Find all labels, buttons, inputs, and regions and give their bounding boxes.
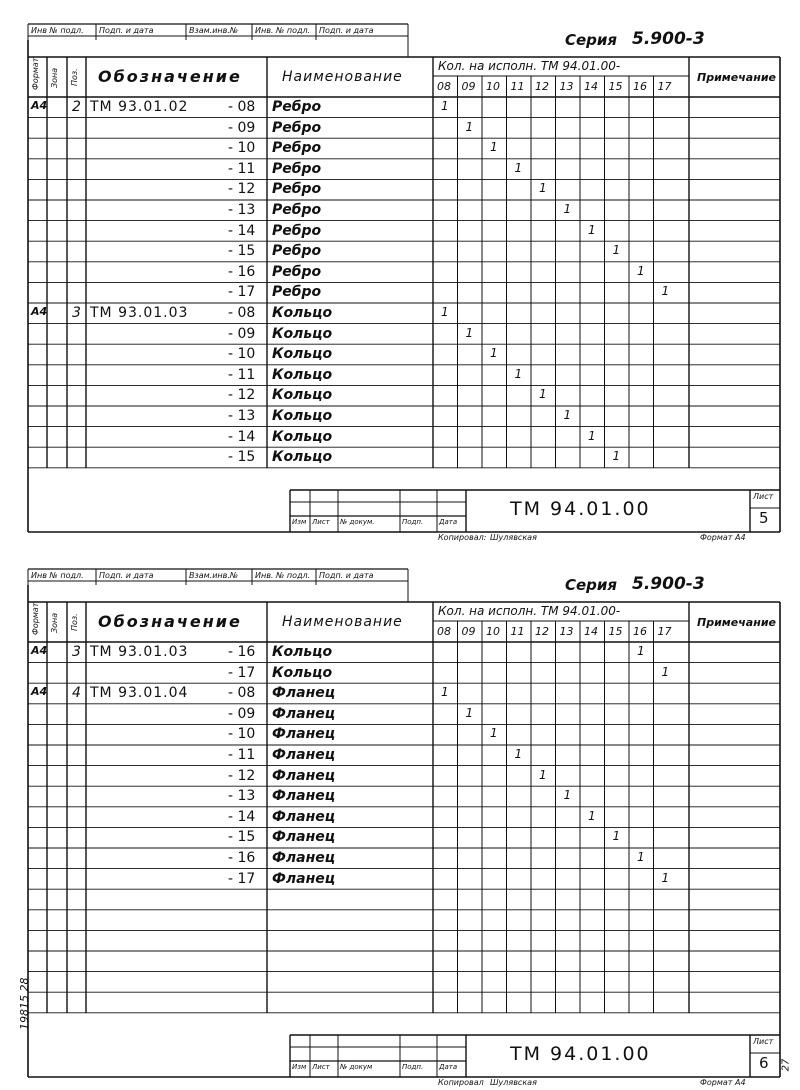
row-pos: 4 bbox=[72, 685, 81, 702]
series-value: 5.900-3 bbox=[632, 574, 705, 594]
row-suffix: - 09 bbox=[228, 325, 256, 342]
row-suffix: - 08 bbox=[228, 305, 256, 321]
row-suffix: - 13 bbox=[228, 788, 256, 805]
row-name: Фланец bbox=[272, 808, 336, 825]
sheet-page-6 bbox=[0, 545, 800, 1090]
row-qty: 1 bbox=[563, 788, 572, 803]
variant-header: 09 bbox=[461, 625, 476, 638]
row-qty: 1 bbox=[661, 870, 670, 885]
doc-code: ТМ 94.01.00 bbox=[510, 1043, 651, 1065]
sheet-label: Лист bbox=[753, 492, 774, 501]
row-qty: 1 bbox=[563, 202, 572, 216]
variant-header: 16 bbox=[633, 80, 647, 93]
row-qty: 1 bbox=[490, 726, 498, 741]
row-suffix: - 13 bbox=[228, 202, 256, 218]
row-suffix: - 14 bbox=[228, 428, 256, 445]
row-name: Фланец bbox=[272, 747, 336, 763]
format-label: Формат А4 bbox=[700, 533, 746, 542]
row-suffix: - 10 bbox=[228, 140, 256, 157]
row-qty: 1 bbox=[637, 263, 645, 278]
titleblock-col-label: Подп. bbox=[402, 518, 424, 526]
row-name: Кольцо bbox=[272, 346, 333, 363]
titleblock-col-label: № докум. bbox=[340, 518, 375, 526]
row-designation: ТМ 93.01.03 bbox=[90, 305, 189, 321]
row-name: Кольцо bbox=[272, 325, 333, 342]
row-suffix: - 09 bbox=[228, 705, 256, 722]
variant-header: 17 bbox=[657, 80, 672, 93]
col-designation-label: Обозначение bbox=[98, 612, 242, 631]
titleblock-col-label: № докум bbox=[340, 1063, 373, 1071]
row-suffix: - 12 bbox=[228, 767, 256, 784]
row-name: Кольцо bbox=[272, 449, 333, 466]
variant-header: 14 bbox=[584, 80, 598, 93]
variant-header: 17 bbox=[657, 625, 672, 638]
row-name: Кольцо bbox=[272, 664, 333, 681]
variant-header: 13 bbox=[559, 625, 574, 638]
row-designation: ТМ 93.01.04 bbox=[90, 685, 189, 702]
col-zone-label: Зона bbox=[50, 67, 59, 88]
row-suffix: - 17 bbox=[228, 664, 256, 681]
row-pos: 2 bbox=[72, 99, 81, 115]
row-name: Кольцо bbox=[272, 408, 333, 424]
variant-header: 14 bbox=[584, 625, 598, 638]
row-name: Ребро bbox=[272, 263, 322, 280]
sheet-number: 6 bbox=[759, 1054, 769, 1072]
row-name: Кольцо bbox=[272, 387, 333, 404]
variant-header: 16 bbox=[633, 625, 647, 638]
stamp-col-label: Взам.инв.№ bbox=[189, 26, 239, 35]
row-designation: ТМ 93.01.02 bbox=[90, 99, 189, 115]
row-format: А4 bbox=[31, 644, 48, 657]
row-name: Ребро bbox=[272, 202, 322, 218]
row-suffix: - 09 bbox=[228, 119, 256, 136]
stamp-col-label: Подп. и дата bbox=[99, 26, 154, 35]
row-qty: 1 bbox=[563, 408, 572, 422]
stamp-col-label: Инв № подл. bbox=[31, 571, 84, 580]
row-name: Кольцо bbox=[272, 428, 333, 445]
col-designation-label: Обозначение bbox=[98, 67, 242, 86]
row-name: Кольцо bbox=[272, 644, 333, 660]
row-qty: 1 bbox=[441, 305, 449, 319]
row-name: Фланец bbox=[272, 829, 336, 846]
row-qty: 1 bbox=[612, 829, 621, 844]
margin-note-right: 27 bbox=[780, 1058, 792, 1072]
row-qty: 1 bbox=[588, 428, 596, 443]
row-suffix: - 08 bbox=[228, 99, 256, 115]
variant-header: 08 bbox=[437, 80, 451, 93]
stamp-col-label: Подп. и дата bbox=[99, 571, 154, 580]
row-suffix: - 11 bbox=[228, 366, 256, 383]
doc-code: ТМ 94.01.00 bbox=[510, 498, 651, 520]
variant-header: 15 bbox=[608, 625, 623, 638]
row-suffix: - 13 bbox=[228, 408, 256, 424]
titleblock-col-label: Лист bbox=[312, 518, 330, 526]
copied-by: Шулявская bbox=[490, 533, 537, 542]
row-qty: 1 bbox=[465, 325, 474, 340]
row-name: Ребро bbox=[272, 140, 322, 157]
row-suffix: - 14 bbox=[228, 808, 256, 825]
col-pos-label: Поз. bbox=[70, 613, 79, 631]
titleblock-col-label: Дата bbox=[439, 1063, 458, 1071]
row-suffix: - 08 bbox=[228, 685, 256, 702]
row-name: Кольцо bbox=[272, 305, 333, 321]
row-name: Фланец bbox=[272, 767, 336, 784]
series-label: Серия bbox=[565, 576, 618, 594]
row-pos: 3 bbox=[72, 644, 81, 660]
titleblock-col-label: Подп. bbox=[402, 1063, 424, 1071]
series-label: Серия bbox=[565, 31, 618, 49]
format-label: Формат А4 bbox=[700, 1078, 746, 1087]
variant-header: 10 bbox=[486, 625, 500, 638]
copied-by: Шулявская bbox=[490, 1078, 537, 1087]
row-qty: 1 bbox=[514, 160, 523, 175]
row-format: А4 bbox=[31, 685, 48, 699]
row-qty: 1 bbox=[612, 243, 621, 258]
sheet-number: 5 bbox=[759, 509, 769, 527]
row-suffix: - 17 bbox=[228, 284, 256, 301]
titleblock-col-label: Изм bbox=[292, 518, 307, 526]
variant-header: 15 bbox=[608, 80, 623, 93]
row-qty: 1 bbox=[490, 140, 498, 155]
margin-note: 19815 28 bbox=[18, 977, 31, 1030]
row-qty: 1 bbox=[612, 449, 621, 464]
copied-label: Копировал: bbox=[438, 533, 487, 542]
row-suffix: - 10 bbox=[228, 726, 256, 743]
row-qty: 1 bbox=[637, 644, 645, 658]
row-format: А4 bbox=[31, 305, 48, 318]
stamp-col-label: Подп. и дата bbox=[319, 571, 374, 580]
row-name: Фланец bbox=[272, 726, 336, 743]
col-format-label: Формат bbox=[31, 57, 40, 90]
stamp-col-label: Подп. и дата bbox=[319, 26, 374, 35]
stamp-col-label: Инв. № подл. bbox=[255, 571, 311, 580]
row-pos: 3 bbox=[72, 305, 81, 321]
qty-header: Кол. на исполн. ТМ 94.01.00- bbox=[438, 59, 621, 73]
stamp-col-label: Инв. № подл. bbox=[255, 26, 311, 35]
row-qty: 1 bbox=[441, 685, 449, 700]
row-suffix: - 11 bbox=[228, 160, 256, 177]
col-note-label: Примечание bbox=[697, 71, 776, 84]
row-suffix: - 10 bbox=[228, 346, 256, 363]
row-name: Фланец bbox=[272, 850, 336, 866]
col-name-label: Наименование bbox=[282, 614, 403, 630]
row-qty: 1 bbox=[588, 808, 596, 823]
variant-header: 13 bbox=[559, 80, 574, 93]
row-suffix: - 12 bbox=[228, 181, 256, 198]
row-qty: 1 bbox=[465, 705, 474, 720]
sheet-label: Лист bbox=[753, 1037, 774, 1046]
series-value: 5.900-3 bbox=[632, 29, 705, 49]
row-format: А4 bbox=[31, 99, 48, 112]
row-suffix: - 12 bbox=[228, 387, 256, 404]
row-suffix: - 15 bbox=[228, 449, 256, 466]
variant-header: 09 bbox=[461, 80, 476, 93]
row-suffix: - 11 bbox=[228, 747, 256, 763]
variant-header: 12 bbox=[535, 80, 549, 93]
row-qty: 1 bbox=[588, 222, 596, 237]
col-zone-label: Зона bbox=[50, 612, 59, 633]
titleblock-col-label: Дата bbox=[439, 518, 458, 526]
row-name: Ребро bbox=[272, 284, 322, 301]
titleblock-col-label: Изм bbox=[292, 1063, 307, 1071]
row-name: Ребро bbox=[272, 119, 322, 136]
row-qty: 1 bbox=[539, 767, 547, 782]
col-pos-label: Поз. bbox=[70, 68, 79, 86]
row-qty: 1 bbox=[637, 850, 645, 864]
stamp-col-label: Взам.инв.№ bbox=[189, 571, 239, 580]
stamp-col-label: Инв № подл. bbox=[31, 26, 84, 35]
variant-header: 11 bbox=[510, 625, 525, 638]
row-suffix: - 14 bbox=[228, 222, 256, 239]
row-name: Ребро bbox=[272, 222, 322, 239]
qty-header: Кол. на исполн. ТМ 94.01.00- bbox=[438, 604, 621, 618]
variant-header: 08 bbox=[437, 625, 451, 638]
row-qty: 1 bbox=[514, 366, 523, 381]
row-suffix: - 16 bbox=[228, 263, 256, 280]
row-suffix: - 15 bbox=[228, 829, 256, 846]
variant-header: 11 bbox=[510, 80, 525, 93]
row-qty: 1 bbox=[441, 99, 449, 113]
row-qty: 1 bbox=[490, 346, 498, 361]
row-designation: ТМ 93.01.03 bbox=[90, 644, 189, 660]
row-name: Фланец bbox=[272, 685, 336, 702]
row-name: Ребро bbox=[272, 99, 322, 115]
row-name: Кольцо bbox=[272, 366, 333, 383]
col-name-label: Наименование bbox=[282, 69, 403, 85]
row-qty: 1 bbox=[514, 747, 523, 761]
row-qty: 1 bbox=[661, 284, 670, 299]
row-qty: 1 bbox=[539, 181, 547, 196]
col-note-label: Примечание bbox=[697, 616, 776, 629]
row-name: Ребро bbox=[272, 243, 322, 260]
row-name: Фланец bbox=[272, 788, 336, 805]
col-format-label: Формат bbox=[31, 602, 40, 635]
variant-header: 12 bbox=[535, 625, 549, 638]
row-qty: 1 bbox=[465, 119, 474, 134]
row-suffix: - 16 bbox=[228, 644, 256, 660]
titleblock-col-label: Лист bbox=[312, 1063, 330, 1071]
variant-header: 10 bbox=[486, 80, 500, 93]
row-suffix: - 15 bbox=[228, 243, 256, 260]
row-qty: 1 bbox=[539, 387, 547, 402]
row-name: Фланец bbox=[272, 870, 336, 887]
row-name: Ребро bbox=[272, 160, 322, 177]
row-qty: 1 bbox=[661, 664, 670, 679]
row-suffix: - 17 bbox=[228, 870, 256, 887]
row-name: Фланец bbox=[272, 705, 336, 722]
row-suffix: - 16 bbox=[228, 850, 256, 866]
row-name: Ребро bbox=[272, 181, 322, 198]
copied-label: Копировал bbox=[438, 1078, 484, 1087]
